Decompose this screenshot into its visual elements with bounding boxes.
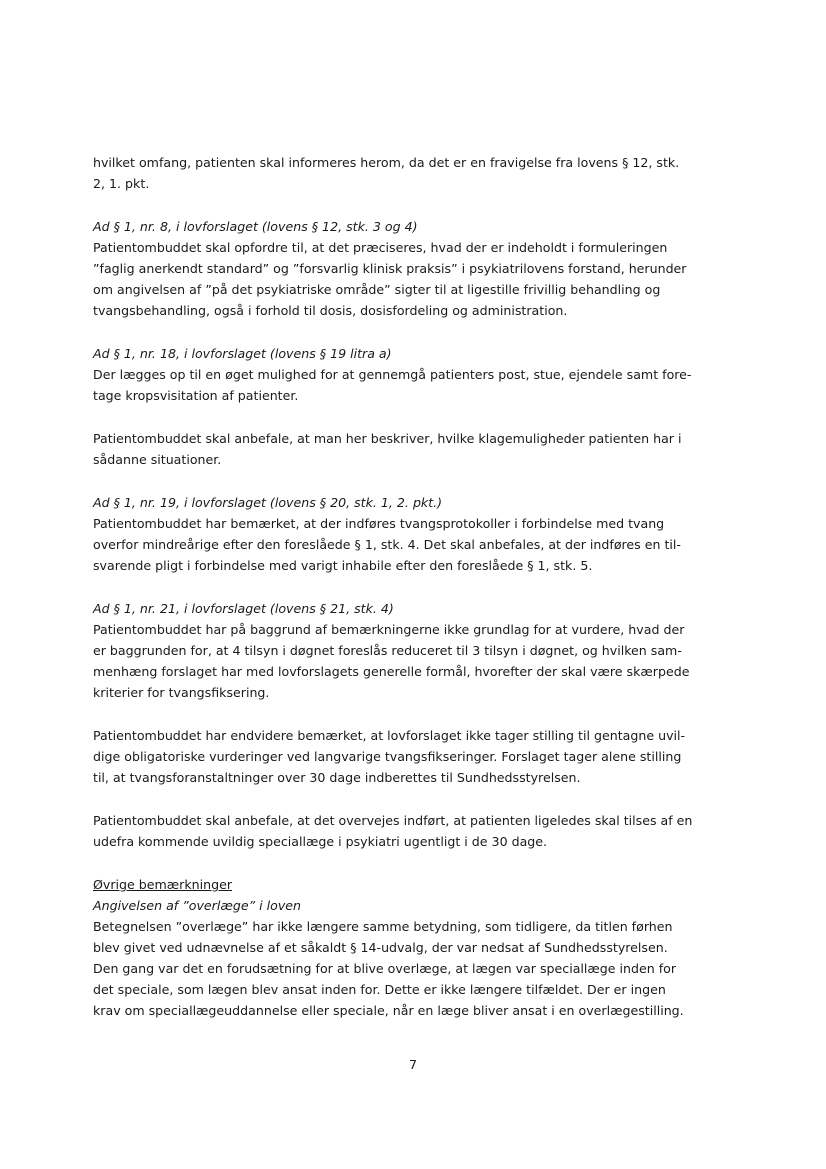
paragraph xyxy=(93,513,733,576)
section-title: Øvrige bemærkninger xyxy=(93,877,233,892)
text-line: menhæng forslaget har med lovforslagets generelle formål, hvorefter der skal være skærpede xyxy=(93,664,690,679)
page-number: 7 xyxy=(408,1057,417,1072)
text-line: til, at tvangsforanstaltninger over 30 dage indberettes til Sundhedsstyrelsen. xyxy=(93,770,581,785)
text-line: Patientombuddet har på baggrund af bemærkningerne ikke grundlag for at vurdere, hvad der xyxy=(93,622,685,637)
text-line: om angivelsen af ”på det psykiatriske område” sigter til at ligestille frivillig behandling og xyxy=(93,282,661,297)
paragraph xyxy=(93,619,733,703)
paragraph xyxy=(93,725,733,788)
text-line: tvangsbehandling, også i forhold til dosis, dosisfordeling og administration. xyxy=(93,303,568,318)
text-line: Den gang var det en forudsætning for at blive overlæge, at lægen var speciallæge inden for xyxy=(93,961,677,976)
text-line: tage kropsvisitation af patienter. xyxy=(93,388,299,403)
text-block xyxy=(93,216,733,321)
document-body xyxy=(93,152,733,1043)
text-line: Patientombuddet skal opfordre til, at det præciseres, hvad der er indeholdt i formuleringen xyxy=(93,240,668,255)
text-line: ”faglig anerkendt standard” og ”forsvarlig klinisk praksis” i psykiatrilovens forstand, herunder xyxy=(93,261,687,276)
section-subheading: Angivelsen af ”overlæge” i loven xyxy=(93,898,302,913)
text-block xyxy=(93,598,733,852)
section-heading: Ad § 1, nr. 8, i lovforslaget (lovens § 12, stk. 3 og 4) xyxy=(93,219,418,234)
section-heading: Ad § 1, nr. 18, i lovforslaget (lovens § 19 litra a) xyxy=(93,346,392,361)
other-remarks-block xyxy=(93,874,733,1021)
text-line: sådanne situationer. xyxy=(93,452,222,467)
text-line: Patientombuddet skal anbefale, at man her beskriver, hvilke klagemuligheder patienten har i xyxy=(93,431,682,446)
text-line: dige obligatoriske vurderinger ved langvarige tvangsfikseringer. Forslaget tager alene stilling xyxy=(93,749,682,764)
paragraph xyxy=(93,810,733,852)
text-block xyxy=(93,492,733,576)
text-line: Patientombuddet har endvidere bemærket, at lovforslaget ikke tager stilling til gentagne uvil- xyxy=(93,728,686,743)
text-block xyxy=(93,343,733,470)
text-line: Der lægges op til en øget mulighed for at gennemgå patienters post, stue, ejendele samt fore- xyxy=(93,367,692,382)
text-line: krav om speciallægeuddannelse eller speciale, når en læge bliver ansat i en overlægestilling. xyxy=(93,1003,684,1018)
text-block xyxy=(93,152,733,194)
text-line: 2, 1. pkt. xyxy=(93,176,150,191)
text-line: overfor mindreårige efter den foreslåede § 1, stk. 4. Det skal anbefales, at der indføres en til- xyxy=(93,537,681,552)
paragraph xyxy=(93,428,733,470)
text-line: Patientombuddet har bemærket, at der indføres tvangsprotokoller i forbindelse med tvang xyxy=(93,516,665,531)
text-line: det speciale, som lægen blev ansat inden for. Dette er ikke længere tilfældet. Der er ingen xyxy=(93,982,666,997)
text-line: svarende pligt i forbindelse med varigt inhabile efter den foreslåede § 1, stk. 5. xyxy=(93,558,593,573)
text-line: Betegnelsen ”overlæge” har ikke længere samme betydning, som tidligere, da titlen førhen xyxy=(93,919,673,934)
section-heading: Ad § 1, nr. 21, i lovforslaget (lovens § 21, stk. 4) xyxy=(93,601,394,616)
paragraph xyxy=(93,916,733,1021)
section-heading: Ad § 1, nr. 19, i lovforslaget (lovens § 20, stk. 1, 2. pkt.) xyxy=(93,495,443,510)
paragraph xyxy=(93,237,733,321)
paragraph xyxy=(93,152,733,194)
text-line: udefra kommende uvildig speciallæge i psykiatri ugentligt i de 30 dage. xyxy=(93,834,548,849)
text-line: hvilket omfang, patienten skal informeres herom, da det er en fravigelse fra lovens § 12, stk. xyxy=(93,155,680,170)
text-line: Patientombuddet skal anbefale, at det overvejes indført, at patienten ligeledes skal tilses af en xyxy=(93,813,693,828)
text-line: er baggrunden for, at 4 tilsyn i døgnet foreslås reduceret til 3 tilsyn i døgnet, og hvilken sam- xyxy=(93,643,682,658)
text-line: kriterier for tvangsfiksering. xyxy=(93,685,270,700)
paragraph xyxy=(93,364,733,406)
text-line: blev givet ved udnævnelse af et såkaldt § 14-udvalg, der var nedsat af Sundhedsstyrelsen. xyxy=(93,940,668,955)
